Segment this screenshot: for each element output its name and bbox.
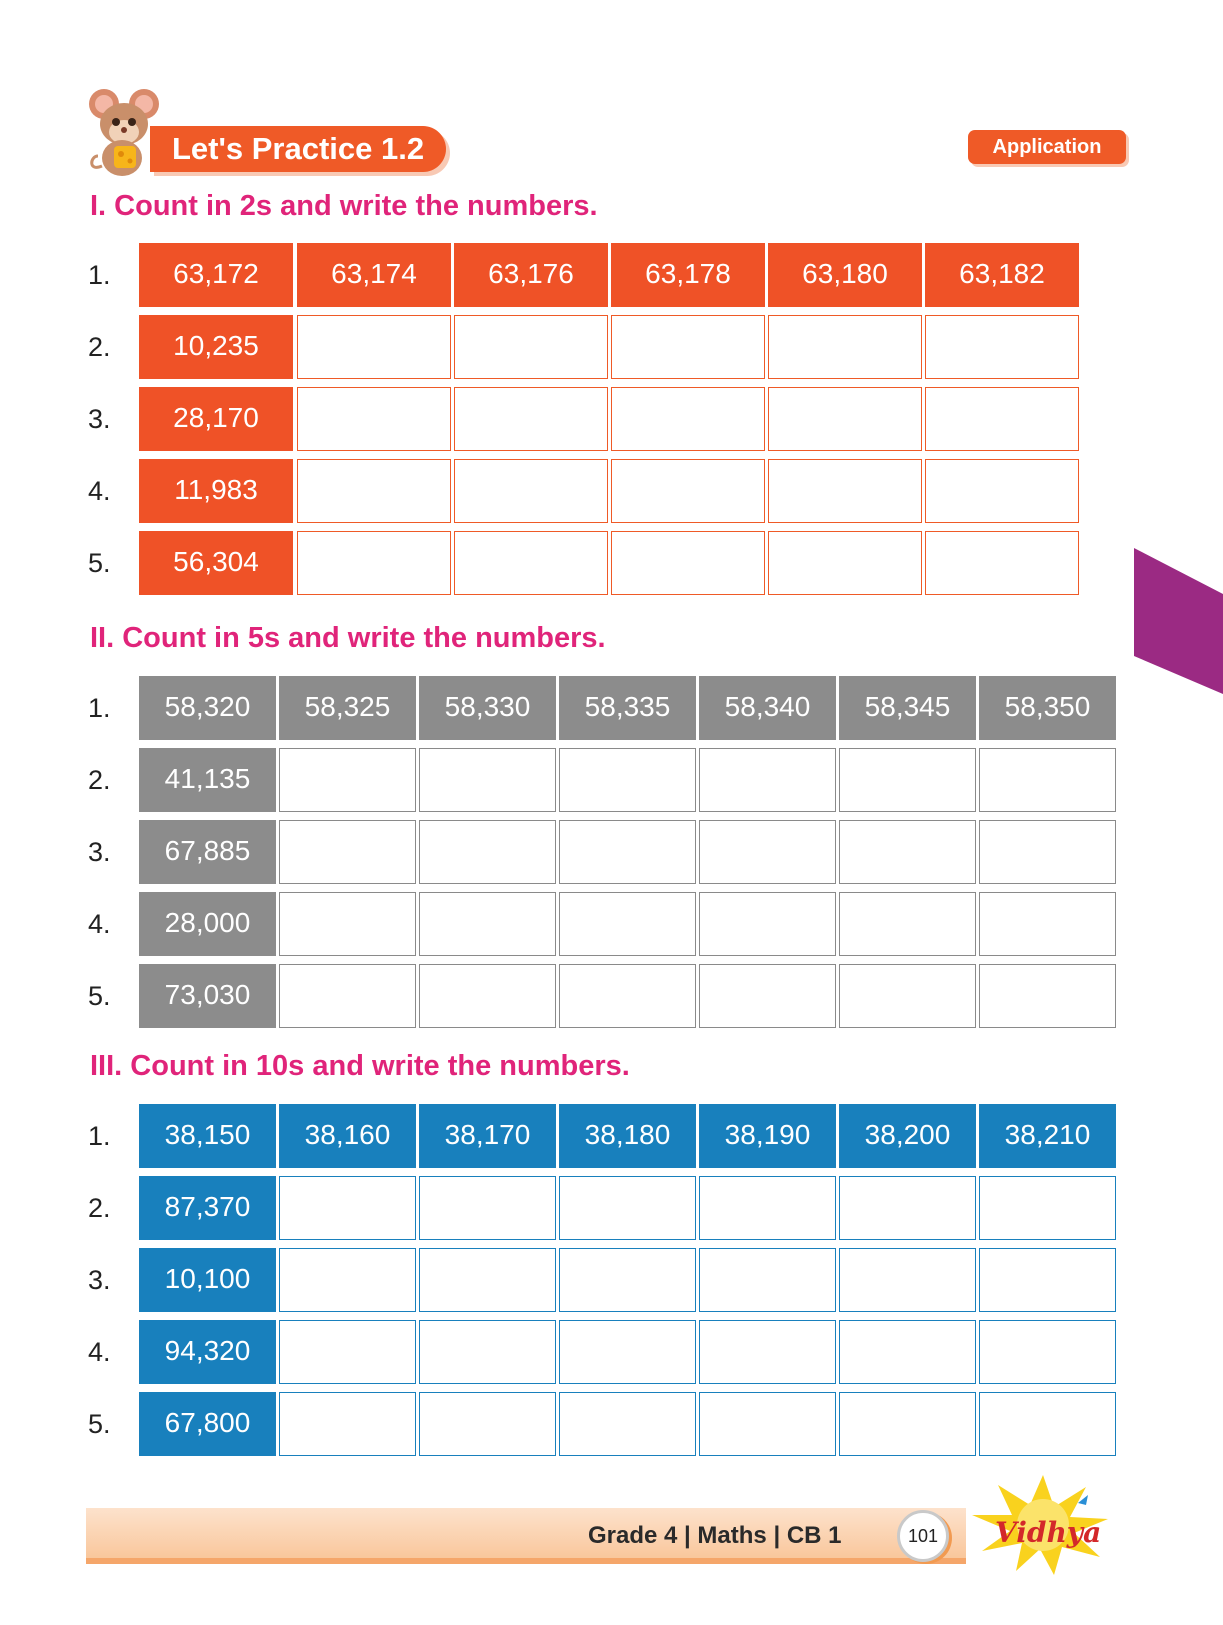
answer-box[interactable] <box>559 892 696 956</box>
answer-cell: 38,150 <box>139 1104 276 1168</box>
row-number: 1. <box>88 693 111 723</box>
answer-cell: 58,345 <box>839 676 976 740</box>
answer-box[interactable] <box>454 531 608 595</box>
answer-box[interactable] <box>279 1248 416 1312</box>
start-cell: 11,983 <box>139 459 293 523</box>
start-cell: 67,885 <box>139 820 276 884</box>
start-cell: 67,800 <box>139 1392 276 1456</box>
row-number: 5. <box>88 548 111 578</box>
answer-box[interactable] <box>419 820 556 884</box>
answer-box[interactable] <box>768 387 922 451</box>
answer-cell: 58,350 <box>979 676 1116 740</box>
answer-box[interactable] <box>559 1392 696 1456</box>
answer-box[interactable] <box>768 459 922 523</box>
answer-box[interactable] <box>699 964 836 1028</box>
row-number: 5. <box>88 981 111 1011</box>
answer-box[interactable] <box>699 1248 836 1312</box>
answer-box[interactable] <box>699 748 836 812</box>
answer-box[interactable] <box>839 820 976 884</box>
answer-cell: 38,190 <box>699 1104 836 1168</box>
answer-box[interactable] <box>979 1248 1116 1312</box>
answer-box[interactable] <box>559 1248 696 1312</box>
start-cell: 10,235 <box>139 315 293 379</box>
answer-cell: 38,200 <box>839 1104 976 1168</box>
answer-box[interactable] <box>979 892 1116 956</box>
answer-box[interactable] <box>454 315 608 379</box>
answer-box[interactable] <box>839 1320 976 1384</box>
row-number: 5. <box>88 1409 111 1439</box>
answer-box[interactable] <box>297 531 451 595</box>
answer-box[interactable] <box>611 387 765 451</box>
answer-box[interactable] <box>925 387 1079 451</box>
answer-box[interactable] <box>699 1320 836 1384</box>
answer-box[interactable] <box>839 892 976 956</box>
row-number: 1. <box>88 1121 111 1151</box>
answer-box[interactable] <box>559 820 696 884</box>
answer-box[interactable] <box>559 1176 696 1240</box>
answer-box[interactable] <box>297 315 451 379</box>
answer-box[interactable] <box>839 1248 976 1312</box>
answer-cell: 38,170 <box>419 1104 556 1168</box>
answer-box[interactable] <box>699 892 836 956</box>
start-cell: 10,100 <box>139 1248 276 1312</box>
answer-box[interactable] <box>454 459 608 523</box>
row-number: 3. <box>88 837 111 867</box>
section-heading-count-2s: I. Count in 2s and write the numbers. <box>90 190 598 222</box>
row-number: 3. <box>88 404 111 434</box>
answer-box[interactable] <box>297 387 451 451</box>
side-tab-decoration <box>1134 548 1223 694</box>
practice-title: Let's Practice 1.2 <box>172 131 425 166</box>
row-number: 1. <box>88 260 111 290</box>
answer-box[interactable] <box>419 964 556 1028</box>
application-badge: Application <box>968 130 1126 164</box>
answer-box[interactable] <box>559 1320 696 1384</box>
answer-box[interactable] <box>419 892 556 956</box>
answer-box[interactable] <box>419 1320 556 1384</box>
answer-box[interactable] <box>768 315 922 379</box>
answer-cell: 58,335 <box>559 676 696 740</box>
answer-cell: 63,172 <box>139 243 293 307</box>
answer-cell: 63,182 <box>925 243 1079 307</box>
answer-box[interactable] <box>768 531 922 595</box>
answer-box[interactable] <box>925 315 1079 379</box>
section-heading-count-10s: III. Count in 10s and write the numbers. <box>90 1050 630 1082</box>
answer-cell: 38,160 <box>279 1104 416 1168</box>
answer-box[interactable] <box>279 1320 416 1384</box>
row-number: 2. <box>88 332 111 362</box>
answer-box[interactable] <box>839 748 976 812</box>
answer-box[interactable] <box>279 892 416 956</box>
row-number: 3. <box>88 1265 111 1295</box>
answer-box[interactable] <box>611 315 765 379</box>
answer-cell: 63,180 <box>768 243 922 307</box>
answer-box[interactable] <box>279 748 416 812</box>
answer-box[interactable] <box>979 1176 1116 1240</box>
row-number: 4. <box>88 1337 111 1367</box>
answer-box[interactable] <box>839 1176 976 1240</box>
answer-box[interactable] <box>559 964 696 1028</box>
answer-box[interactable] <box>699 1176 836 1240</box>
answer-box[interactable] <box>419 1176 556 1240</box>
section-heading-count-5s: II. Count in 5s and write the numbers. <box>90 622 606 654</box>
answer-cell: 58,325 <box>279 676 416 740</box>
answer-box[interactable] <box>925 531 1079 595</box>
answer-box[interactable] <box>559 748 696 812</box>
row-number: 4. <box>88 909 111 939</box>
answer-box[interactable] <box>419 748 556 812</box>
start-cell: 56,304 <box>139 531 293 595</box>
answer-box[interactable] <box>699 1392 836 1456</box>
answer-box[interactable] <box>979 748 1116 812</box>
start-cell: 28,170 <box>139 387 293 451</box>
answer-cell: 58,340 <box>699 676 836 740</box>
row-number: 4. <box>88 476 111 506</box>
footer-book-info: Grade 4 | Maths | CB 1 <box>588 1522 842 1549</box>
answer-box[interactable] <box>454 387 608 451</box>
answer-box[interactable] <box>979 820 1116 884</box>
answer-box[interactable] <box>279 820 416 884</box>
answer-box[interactable] <box>297 459 451 523</box>
answer-cell: 58,330 <box>419 676 556 740</box>
answer-cell: 63,178 <box>611 243 765 307</box>
answer-cell: 63,174 <box>297 243 451 307</box>
answer-box[interactable] <box>979 964 1116 1028</box>
answer-box[interactable] <box>925 459 1079 523</box>
answer-box[interactable] <box>279 1176 416 1240</box>
answer-box[interactable] <box>611 531 765 595</box>
answer-box[interactable] <box>839 964 976 1028</box>
answer-box[interactable] <box>979 1392 1116 1456</box>
start-cell: 94,320 <box>139 1320 276 1384</box>
answer-box[interactable] <box>419 1248 556 1312</box>
answer-cell: 38,180 <box>559 1104 696 1168</box>
answer-box[interactable] <box>839 1392 976 1456</box>
start-cell: 73,030 <box>139 964 276 1028</box>
start-cell: 87,370 <box>139 1176 276 1240</box>
row-number: 2. <box>88 765 111 795</box>
answer-box[interactable] <box>699 820 836 884</box>
answer-cell: 38,210 <box>979 1104 1116 1168</box>
answer-box[interactable] <box>611 459 765 523</box>
answer-box[interactable] <box>279 1392 416 1456</box>
answer-box[interactable] <box>419 1392 556 1456</box>
page-number: 101 <box>897 1510 949 1562</box>
answer-cell: 58,320 <box>139 676 276 740</box>
start-cell: 28,000 <box>139 892 276 956</box>
row-number: 2. <box>88 1193 111 1223</box>
vidhya-logo-text: Vidhya <box>995 1516 1102 1549</box>
answer-box[interactable] <box>979 1320 1116 1384</box>
answer-cell: 63,176 <box>454 243 608 307</box>
start-cell: 41,135 <box>139 748 276 812</box>
answer-box[interactable] <box>279 964 416 1028</box>
